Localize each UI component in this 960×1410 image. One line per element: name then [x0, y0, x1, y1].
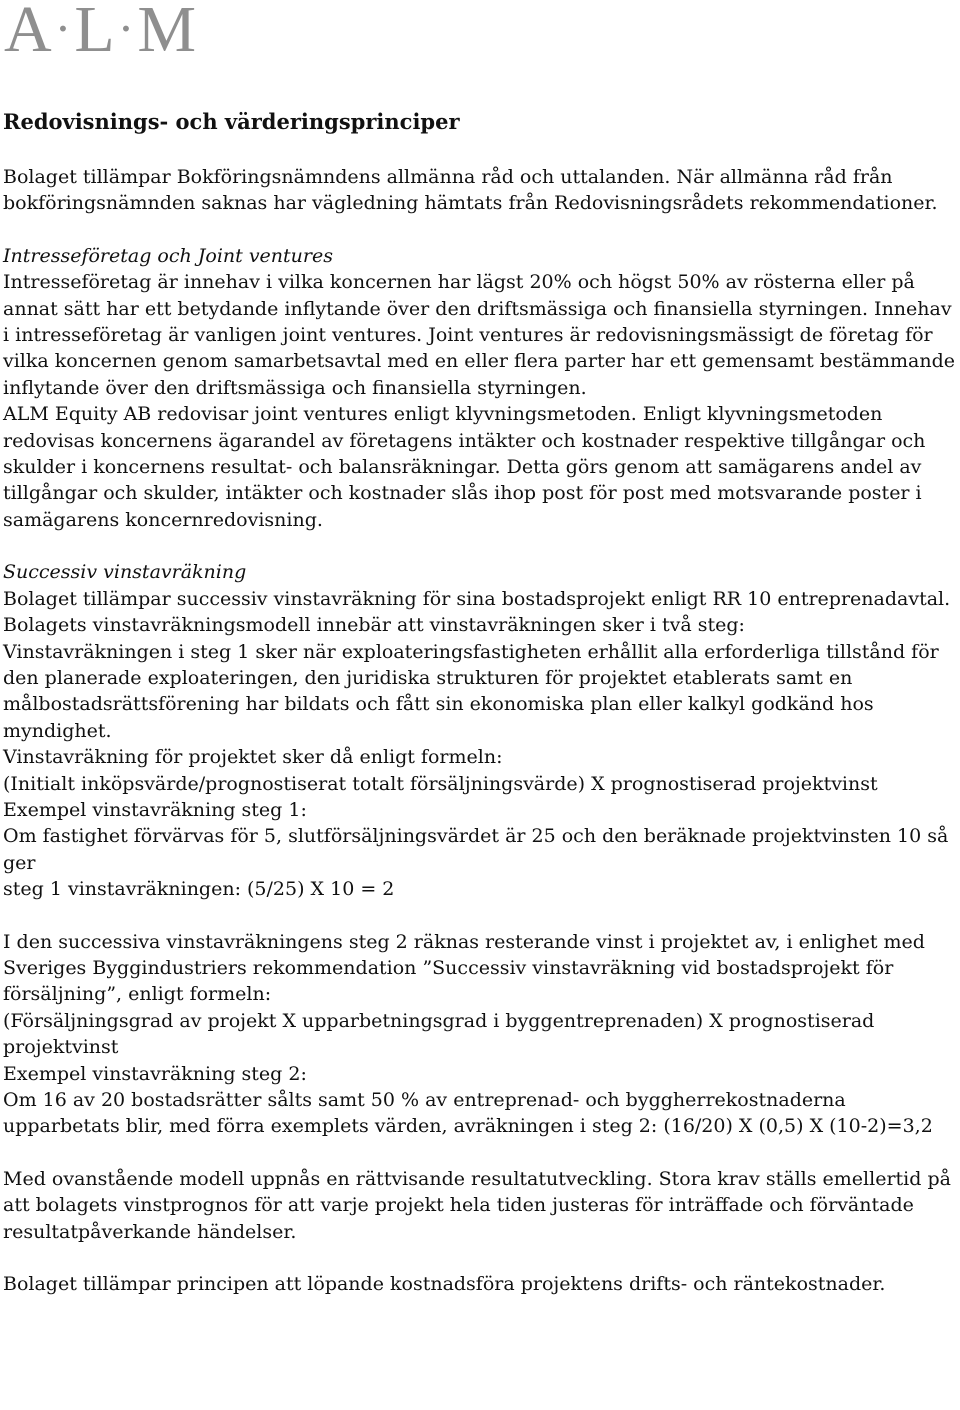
step1-example-result: steg 1 vinstavräkningen: (5/25) X 10 = 2 [3, 878, 395, 901]
logo-letter-l: L [74, 0, 116, 66]
alm-logo [4, 0, 197, 70]
joint-ventures-definition: Intresseföretag är innehav i vilka koncernen har lägst 20% och högst 50% av rösterna eller på annat sätt har ett betydande inflytande över den driftsmässiga och finansiella styrningen. Innehav i intresseföretag är vanligen joint ventures. Joint ventures är redovisningsmässigt de företag för vilka koncernen genom samarbetsavtal med en eller flera parter har ett gemensamt bestämmande inflytande över den driftsmässiga och finansiella styrningen. [3, 271, 955, 399]
step1-formula-intro: Vinstavräkning för projektet sker då enligt formeln: [3, 746, 503, 769]
logo-letter-m: M [137, 0, 197, 66]
step2-description: I den successiva vinstavräkningens steg 2 räknas resterande vinst i projektet av, i enlighet med Sveriges Byggindustriers rekommendation ”Successiv vinstavräkning vid bostadsprojekt för försäljning”, enligt formeln: [3, 930, 925, 1006]
section-title-revenue-recognition: Successiv vinstavräkning [3, 561, 247, 584]
revenue-recognition-intro: Bolaget tillämpar successiv vinstavräkning för sina bostadsprojekt enligt RR 10 entreprenadavtal. Bolagets vinstavräkningsmodell innebär att vinstavräkningen sker i två steg: [3, 587, 951, 637]
document-body [3, 108, 955, 1297]
model-remarks: Med ovanstående modell uppnås en rättvisande resultatutveckling. Stora krav ställs emellertid på att bolagets vinstprognos för att varje projekt hela tiden justeras för inträffade och förväntade resultatpåverkande händelser. [3, 1167, 951, 1243]
step2-example-heading: Exempel vinstavräkning steg 2: [3, 1062, 307, 1085]
logo-letter-a: A [4, 0, 53, 66]
cost-principle: Bolaget tillämpar principen att löpande kostnadsföra projektens drifts- och räntekostnader. [3, 1273, 886, 1296]
step2-example-text: Om 16 av 20 bostadsrätter sålts samt 50 % av entreprenad- och byggherrekostnaderna upparbetats blir, med förra exemplets värden, avräkningen i steg 2: (16/20) X (0,5) X (10-2)=3,2 [3, 1089, 933, 1138]
page-title: Redovisnings- och värderingsprinciper [3, 109, 460, 134]
section-title-joint-ventures: Intresseföretag och Joint ventures [3, 244, 333, 267]
step1-example-heading: Exempel vinstavräkning steg 1: [3, 798, 307, 821]
intro-paragraph: Bolaget tillämpar Bokföringsnämndens allmänna råd och uttalanden. När allmänna råd från bokföringsnämnden saknas har vägledning hämtats från Redovisningsrådets rekommendationer. [3, 166, 938, 215]
step1-example-text: Om fastighet förvärvas för 5, slutförsäljningsvärdet är 25 och den beräknade projektvinsten 10 så ger [3, 825, 949, 874]
step1-formula: (Initialt inköpsvärde/prognostiserat totalt försäljningsvärde) X prognostiserad projektvinst [3, 772, 878, 795]
step2-formula: (Försäljningsgrad av projekt X upparbetningsgrad i byggentreprenaden) X prognostiserad projektvinst [3, 1009, 875, 1059]
logo-separator-1: · [54, 0, 73, 56]
logo-separator-2: · [117, 0, 136, 56]
step1-description: Vinstavräkningen i steg 1 sker när exploateringsfastigheten erhållit alla erforderliga tillstånd för den planerade exploateringen, den juridiska strukturen för projektet etablerats samt en målbostadsrättsförening har bildats och fått sin ekonomiska plan eller kalkyl godkänd hos myndighet. [3, 640, 939, 742]
joint-ventures-method: ALM Equity AB redovisar joint ventures enligt klyvningsmetoden. Enligt klyvningsmetoden redovisas koncernens ägarandel av företagens intäkter och kostnader respektive tillgångar och skulder i koncernens resultat- och balansräkningar. Detta görs genom att samägarens andel av tillgångar och skulder, intäkter och kostnader slås ihop post för post med motsvarande poster i samägarens koncernredovisning. [3, 403, 926, 531]
